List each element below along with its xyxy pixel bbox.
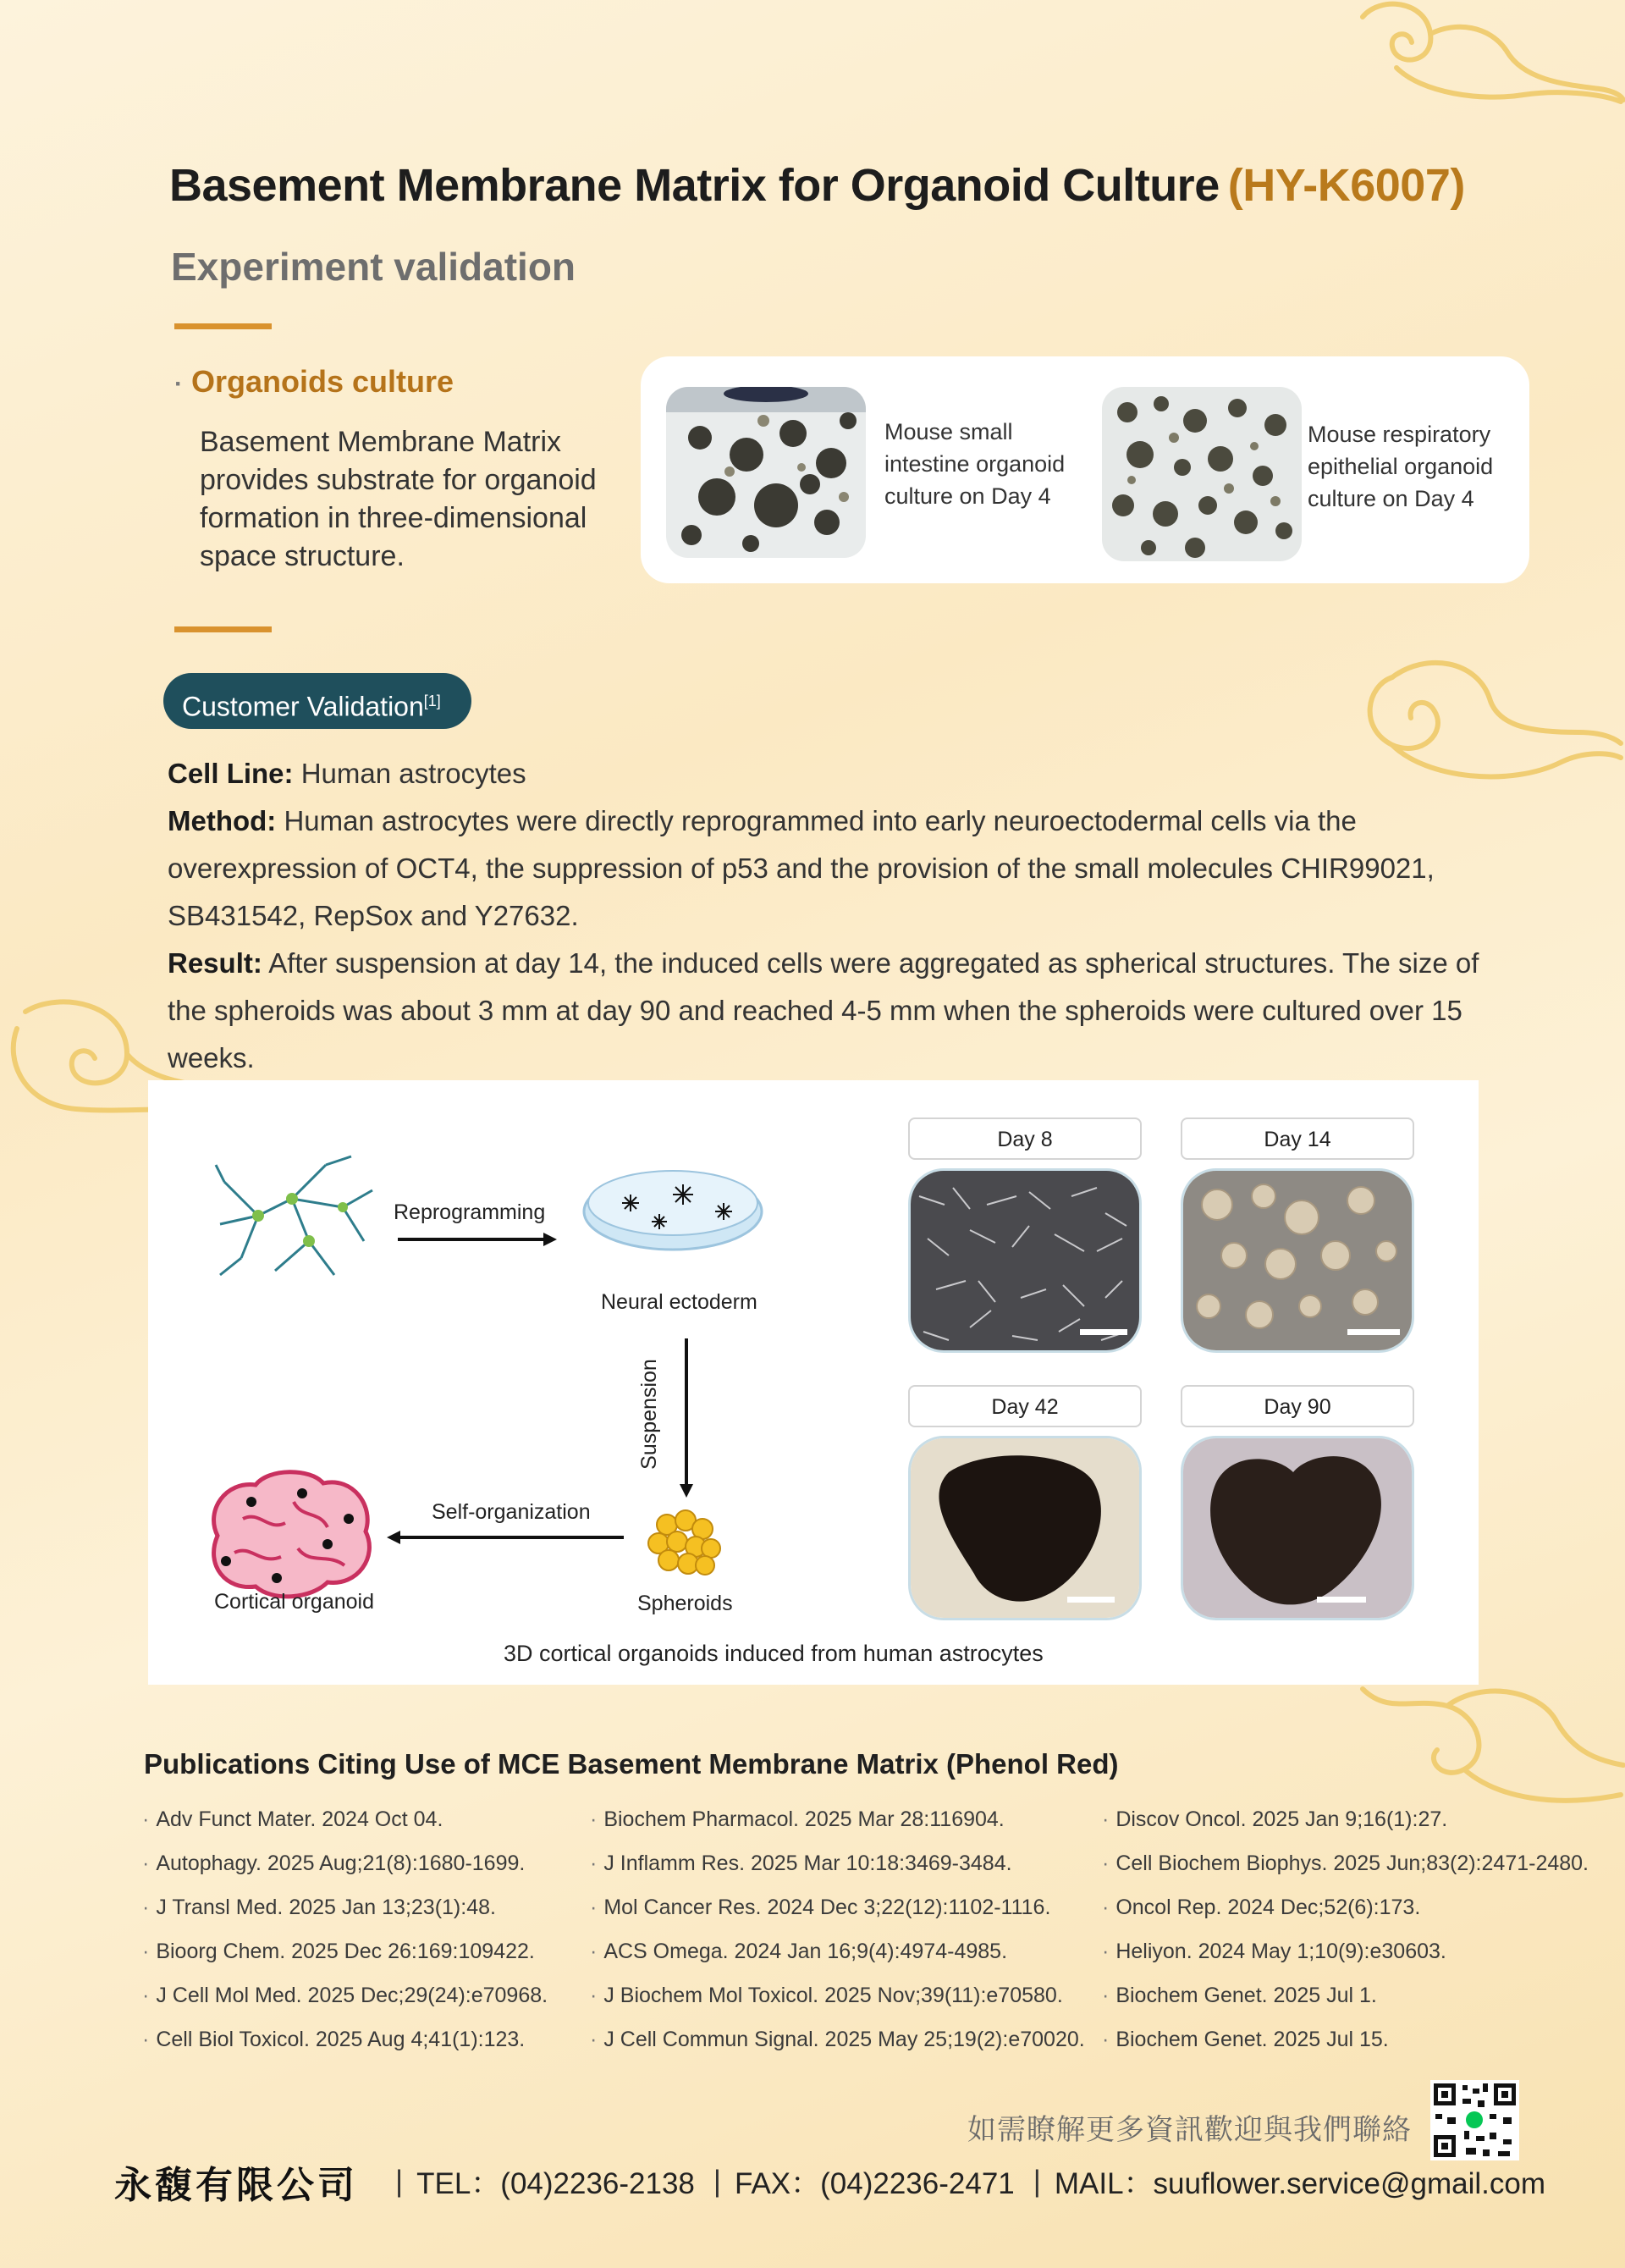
neural-ectoderm-label: Neural ectoderm: [601, 1290, 757, 1314]
page-title: Basement Membrane Matrix for Organoid Culture (HY-K6007): [169, 160, 1465, 211]
respiratory-organoid-image: [1102, 387, 1302, 561]
publications-title: Publications Citing Use of MCE Basement Membrane Matrix (Phenol Red): [144, 1748, 1119, 1780]
publication-item: · Discov Oncol. 2025 Jan 9;16(1):27.: [1102, 1807, 1448, 1831]
left-arrow-icon: [387, 1529, 624, 1546]
organoid-images-card: [641, 356, 1529, 583]
day-8-tab: Day 8: [908, 1117, 1142, 1160]
divider: [174, 323, 272, 329]
self-organization-label: Self-organization: [432, 1500, 591, 1524]
day-14-image: [1181, 1168, 1414, 1353]
intestine-organoid-image: [666, 387, 866, 558]
publication-item: · Biochem Genet. 2025 Jul 1.: [1102, 1984, 1377, 2007]
publication-item: · J Cell Mol Med. 2025 Dec;29(24):e70968.: [142, 1984, 548, 2007]
cloud-decoration-top-right: [1346, 0, 1625, 119]
publication-item: · Autophagy. 2025 Aug;21(8):1680-1699.: [142, 1851, 526, 1875]
cortical-organoid-icon: [201, 1468, 378, 1603]
astrocyte-icon: [207, 1148, 377, 1283]
publication-item: · Biochem Genet. 2025 Jul 15.: [1102, 2028, 1389, 2051]
image1-caption: Mouse small intestine organoid culture on Day 4: [884, 419, 1066, 509]
publications-column-1: [142, 1807, 548, 2072]
reference-marker: [1]: [423, 693, 441, 709]
image2-caption: Mouse respiratory epithelial organoid culture on Day 4: [1308, 422, 1494, 511]
publication-item: · Adv Funct Mater. 2024 Oct 04.: [142, 1807, 443, 1831]
organoids-heading: · Organoids culture: [174, 364, 454, 399]
publication-item: · Bioorg Chem. 2025 Dec 26:169:109422.: [142, 1940, 535, 1963]
publication-item: · J Transl Med. 2025 Jan 13;23(1):48.: [142, 1896, 496, 1919]
publication-item: · J Inflamm Res. 2025 Mar 10:18:3469-3484.: [590, 1851, 1012, 1875]
company-name: 永馥有限公司: [114, 2164, 358, 2207]
day-42-image: [908, 1436, 1142, 1620]
product-code: (HY-K6007): [1227, 160, 1465, 211]
method-line: Method: Human astrocytes were directly reprogrammed into early neuroectodermal cells via the overexpression of OCT4, the suppression of p53 and the provision of the small molecules CHIR99021, SB431542, RepSox and Y27632.: [168, 805, 1435, 931]
section-subtitle: Experiment validation: [171, 245, 576, 289]
qr-code-icon[interactable]: [1430, 2080, 1519, 2160]
day-90-image: [1181, 1436, 1414, 1620]
fax: FAX：(04)2236-2471: [735, 2167, 1015, 2200]
bullet-dot: ·: [174, 370, 183, 398]
reprogramming-label: Reprogramming: [394, 1200, 546, 1224]
figure-caption: 3D cortical organoids induced from human astrocytes: [504, 1641, 1044, 1666]
day-90-tab: Day 90: [1181, 1385, 1414, 1427]
spheroids-label: Spheroids: [637, 1592, 733, 1615]
divider: [174, 626, 272, 632]
cloud-decoration-right-lower: [1354, 1680, 1625, 1824]
day-8-image: [908, 1168, 1142, 1353]
petri-dish-icon: [580, 1161, 766, 1254]
day-42-tab: Day 42: [908, 1385, 1142, 1427]
cortical-organoid-figure: [148, 1080, 1479, 1685]
telephone[interactable]: TEL：(04)2236-2138: [416, 2167, 695, 2200]
publication-item: · Mol Cancer Res. 2024 Dec 3;22(12):1102-1116.: [590, 1896, 1051, 1919]
cell-line-line: Cell Line: Human astrocytes: [168, 758, 526, 789]
publications-column-3: [1102, 1807, 1589, 2072]
down-arrow-icon: [678, 1338, 695, 1499]
cortical-organoid-label: Cortical organoid: [214, 1590, 374, 1614]
publication-item: · Heliyon. 2024 May 1;10(9):e30603.: [1102, 1940, 1446, 1963]
validation-details: [168, 750, 1505, 1082]
publication-item: · J Cell Commun Signal. 2025 May 25;19(2):e70020.: [590, 2028, 1085, 2051]
day-14-tab: Day 14: [1181, 1117, 1414, 1160]
publication-item: · Oncol Rep. 2024 Dec;52(6):173.: [1102, 1896, 1421, 1919]
publication-item: · ACS Omega. 2024 Jan 16;9(4):4974-4985.: [590, 1940, 1008, 1963]
right-arrow-icon: [398, 1231, 559, 1248]
publications-column-2: [590, 1807, 1085, 2072]
email-link[interactable]: MAIL：suuflower.service@gmail.com: [1054, 2167, 1546, 2200]
organoids-description: Basement Membrane Matrix provides substrate for organoid formation in three-dimensional space structure.: [200, 426, 597, 572]
contact-prompt: 如需瞭解更多資訊歡迎與我們聯絡: [967, 2114, 1412, 2146]
result-line: Result: After suspension at day 14, the induced cells were aggregated as spherical structures. The size of the spheroids was about 3 mm at day 90 and reached 4-5 mm when the spheroids were cultured over 15 weeks.: [168, 947, 1479, 1073]
publication-item: · Biochem Pharmacol. 2025 Mar 28:116904.: [590, 1807, 1005, 1831]
footer-contact: 永馥有限公司 | TEL：(04)2236-2138 | FAX：(04)2236-2471 | MAIL：suuflower.service@gmail.com: [114, 2160, 1545, 2203]
customer-validation-badge: Customer Validation[1]: [163, 673, 471, 729]
spheroids-icon: [642, 1499, 726, 1584]
publication-item: · Cell Biol Toxicol. 2025 Aug 4;41(1):123.: [142, 2028, 526, 2051]
suspension-label: Suspension: [636, 1359, 661, 1470]
publication-item: · Cell Biochem Biophys. 2025 Jun;83(2):2471-2480.: [1102, 1851, 1589, 1875]
publication-item: · J Biochem Mol Toxicol. 2025 Nov;39(11):e70580.: [590, 1984, 1063, 2007]
